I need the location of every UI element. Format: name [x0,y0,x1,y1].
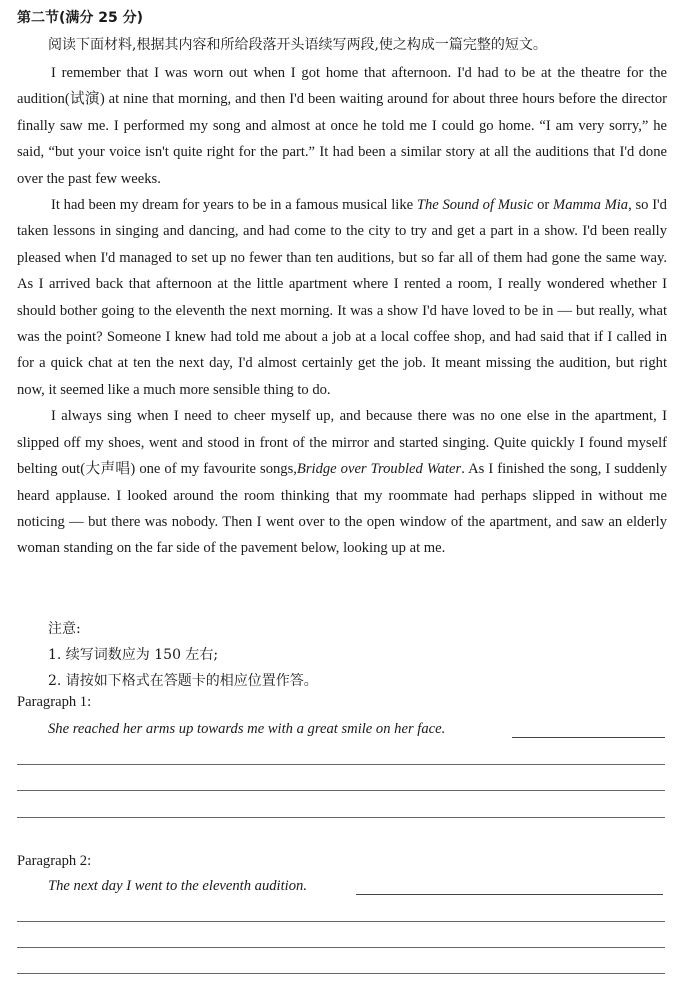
notes-label: 注意: [48,621,81,637]
paragraph-1-opener: She reached her arms up towards me with a great smile on her face. [48,721,446,737]
passage-paragraph-1: I remember that I was worn out when I got home that afternoon. I'd had to be at the theatre for the audition(试演) at nine that morning, and then I'd been waiting around for about three hours before the director finally saw me. I performed my song and almost at once he told me I could go home. “I am very sorry,” he said, “but your voice isn't quite right for the part.” It had been a similar story at all the auditions that I'd done over the past few weeks. [17,65,667,187]
answer-blank-inline-1[interactable] [512,737,665,738]
answer-line[interactable] [17,973,665,974]
p2-text-b: or [533,197,554,214]
p2-text-c: , so I'd taken lessons in singing and dancing, and had come to the city to try and get a part in a show. I'd been really pleased when I'd managed to set up no fewer than ten auditions, but so far all of them had gone the same way. As I arrived back that afternoon at the little apartment where I rented a room, I really wondered whether I should bother going to the eleventh the next morning. It was a show I'd have loved to be in — but really, what was the point? Someone I knew had told me about a job at a local coffee shop, and had said that if I called in for a quick chat at ten the next day, I'd almost certainly get the job. It meant missing the audition, but right now, it seemed like a much more sensible thing to do. [17,197,667,398]
instruction-text: 阅读下面材料,根据其内容和所给段落开头语续写两段,使之构成一篇完整的短文。 [48,37,547,53]
answer-blank-inline-2[interactable] [356,894,663,895]
musical-title-2: Mamma Mia [553,197,629,214]
p3-text-b: . As I finished the song, I suddenly heard applause. I looked around the room thinking that my roommate had perhaps slipped in without me noticing — but there was nobody. Then I went over to the open window of the apartment, and saw an elderly woman standing on the far side of the pavement below, looking up at me. [17,461,667,557]
p2-text-a: It had been my dream for years to be in a famous musical like [51,197,417,214]
paragraph-1-label: Paragraph 1: [17,694,92,710]
answer-line[interactable] [17,790,665,791]
musical-title-1: The Sound of Music [416,197,534,214]
song-title: Bridge over Troubled Water [296,461,462,478]
answer-line[interactable] [17,817,665,818]
paragraph-2-label: Paragraph 2: [17,853,92,869]
reading-passage [17,60,667,562]
passage-paragraph-2 [17,192,667,403]
paragraph-2-opener: The next day I went to the eleventh audition. [48,878,307,894]
passage-paragraph-3 [17,403,667,561]
answer-line[interactable] [17,764,665,765]
answer-line[interactable] [17,921,665,922]
answer-line[interactable] [17,947,665,948]
section-heading: 第二节(满分 25 分) [17,10,144,26]
note-item-2: 2. 请按如下格式在答题卡的相应位置作答。 [48,673,318,689]
note-item-1: 1. 续写词数应为 150 左右; [48,647,219,663]
p3-text-a: I always sing when I need to cheer myself up, and because there was no one else in the apartment, I slipped off my shoes, went and stood in front of the mirror and started singing. Quite quickly I found myself belting out(大声唱) one of my favourite songs, [17,408,667,478]
